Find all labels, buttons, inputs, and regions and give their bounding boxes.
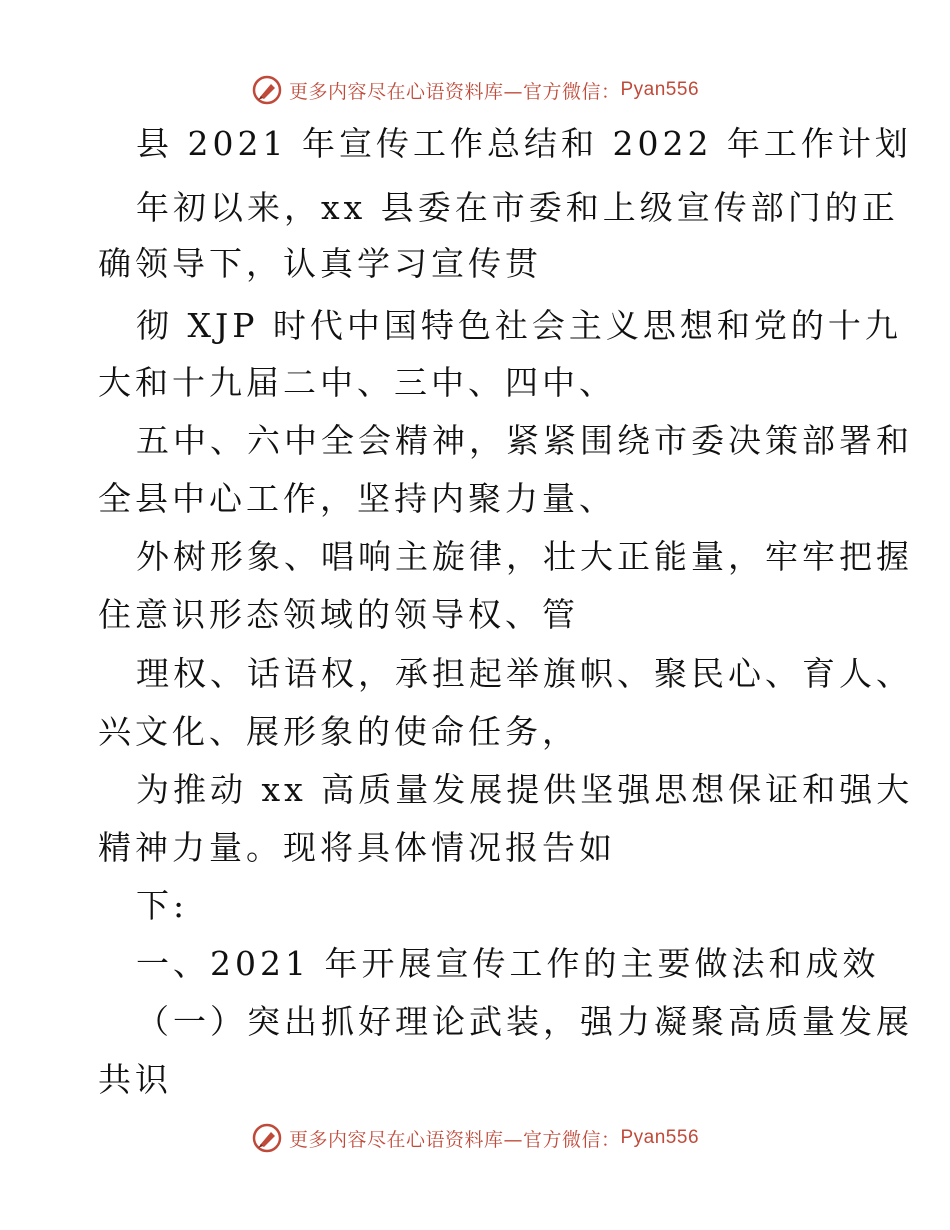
- paragraph-line: 外树形象、唱响主旋律，壮大正能量，牢牢把握: [136, 537, 913, 576]
- paragraph-line: 五中、六中全会精神，紧紧围绕市委决策部署和: [136, 421, 913, 460]
- subsection-heading: （一）突出抓好理论武装，强力凝聚高质量发展: [136, 1002, 913, 1041]
- footer-watermark-banner: [0, 1122, 950, 1154]
- paragraph-line: 为推动 xx 高质量发展提供坚强思想保证和强大: [136, 770, 914, 809]
- paragraph-line: 下:: [136, 886, 189, 925]
- pen-nib-icon: [251, 74, 283, 106]
- paragraph-line: 全县中心工作，坚持内聚力量、: [98, 479, 616, 518]
- pen-nib-icon: [251, 1122, 283, 1154]
- paragraph-line: 彻 XJP 时代中国特色社会主义思想和党的十九: [136, 306, 902, 345]
- subsection-heading-cont: 共识: [98, 1060, 172, 1099]
- paragraph-line: 大和十九届二中、三中、四中、: [98, 363, 616, 402]
- banner-text: 更多内容尽在心语资料库—官方微信：: [288, 1128, 621, 1151]
- section-heading: 一、2021 年开展宣传工作的主要做法和成效: [136, 944, 880, 983]
- wechat-id: Pyan556: [620, 79, 700, 100]
- paragraph-line: 确领导下，认真学习宣传贯: [98, 244, 542, 283]
- wechat-id: Pyan556: [620, 1127, 700, 1148]
- paragraph-line: 住意识形态领域的领导权、管: [98, 595, 579, 634]
- paragraph-line: 理权、话语权，承担起举旗帜、聚民心、育人、: [136, 654, 913, 693]
- document-title: 县 2021 年宣传工作总结和 2022 年工作计划: [136, 124, 912, 163]
- paragraph-line: 兴文化、展形象的使命任务，: [98, 712, 579, 751]
- paragraph-line: 年初以来，xx 县委在市委和上级宣传部门的正: [136, 188, 899, 227]
- paragraph-line: 精神力量。现将具体情况报告如: [98, 828, 616, 867]
- header-watermark-banner: [0, 74, 950, 106]
- banner-text: 更多内容尽在心语资料库—官方微信：: [288, 80, 621, 103]
